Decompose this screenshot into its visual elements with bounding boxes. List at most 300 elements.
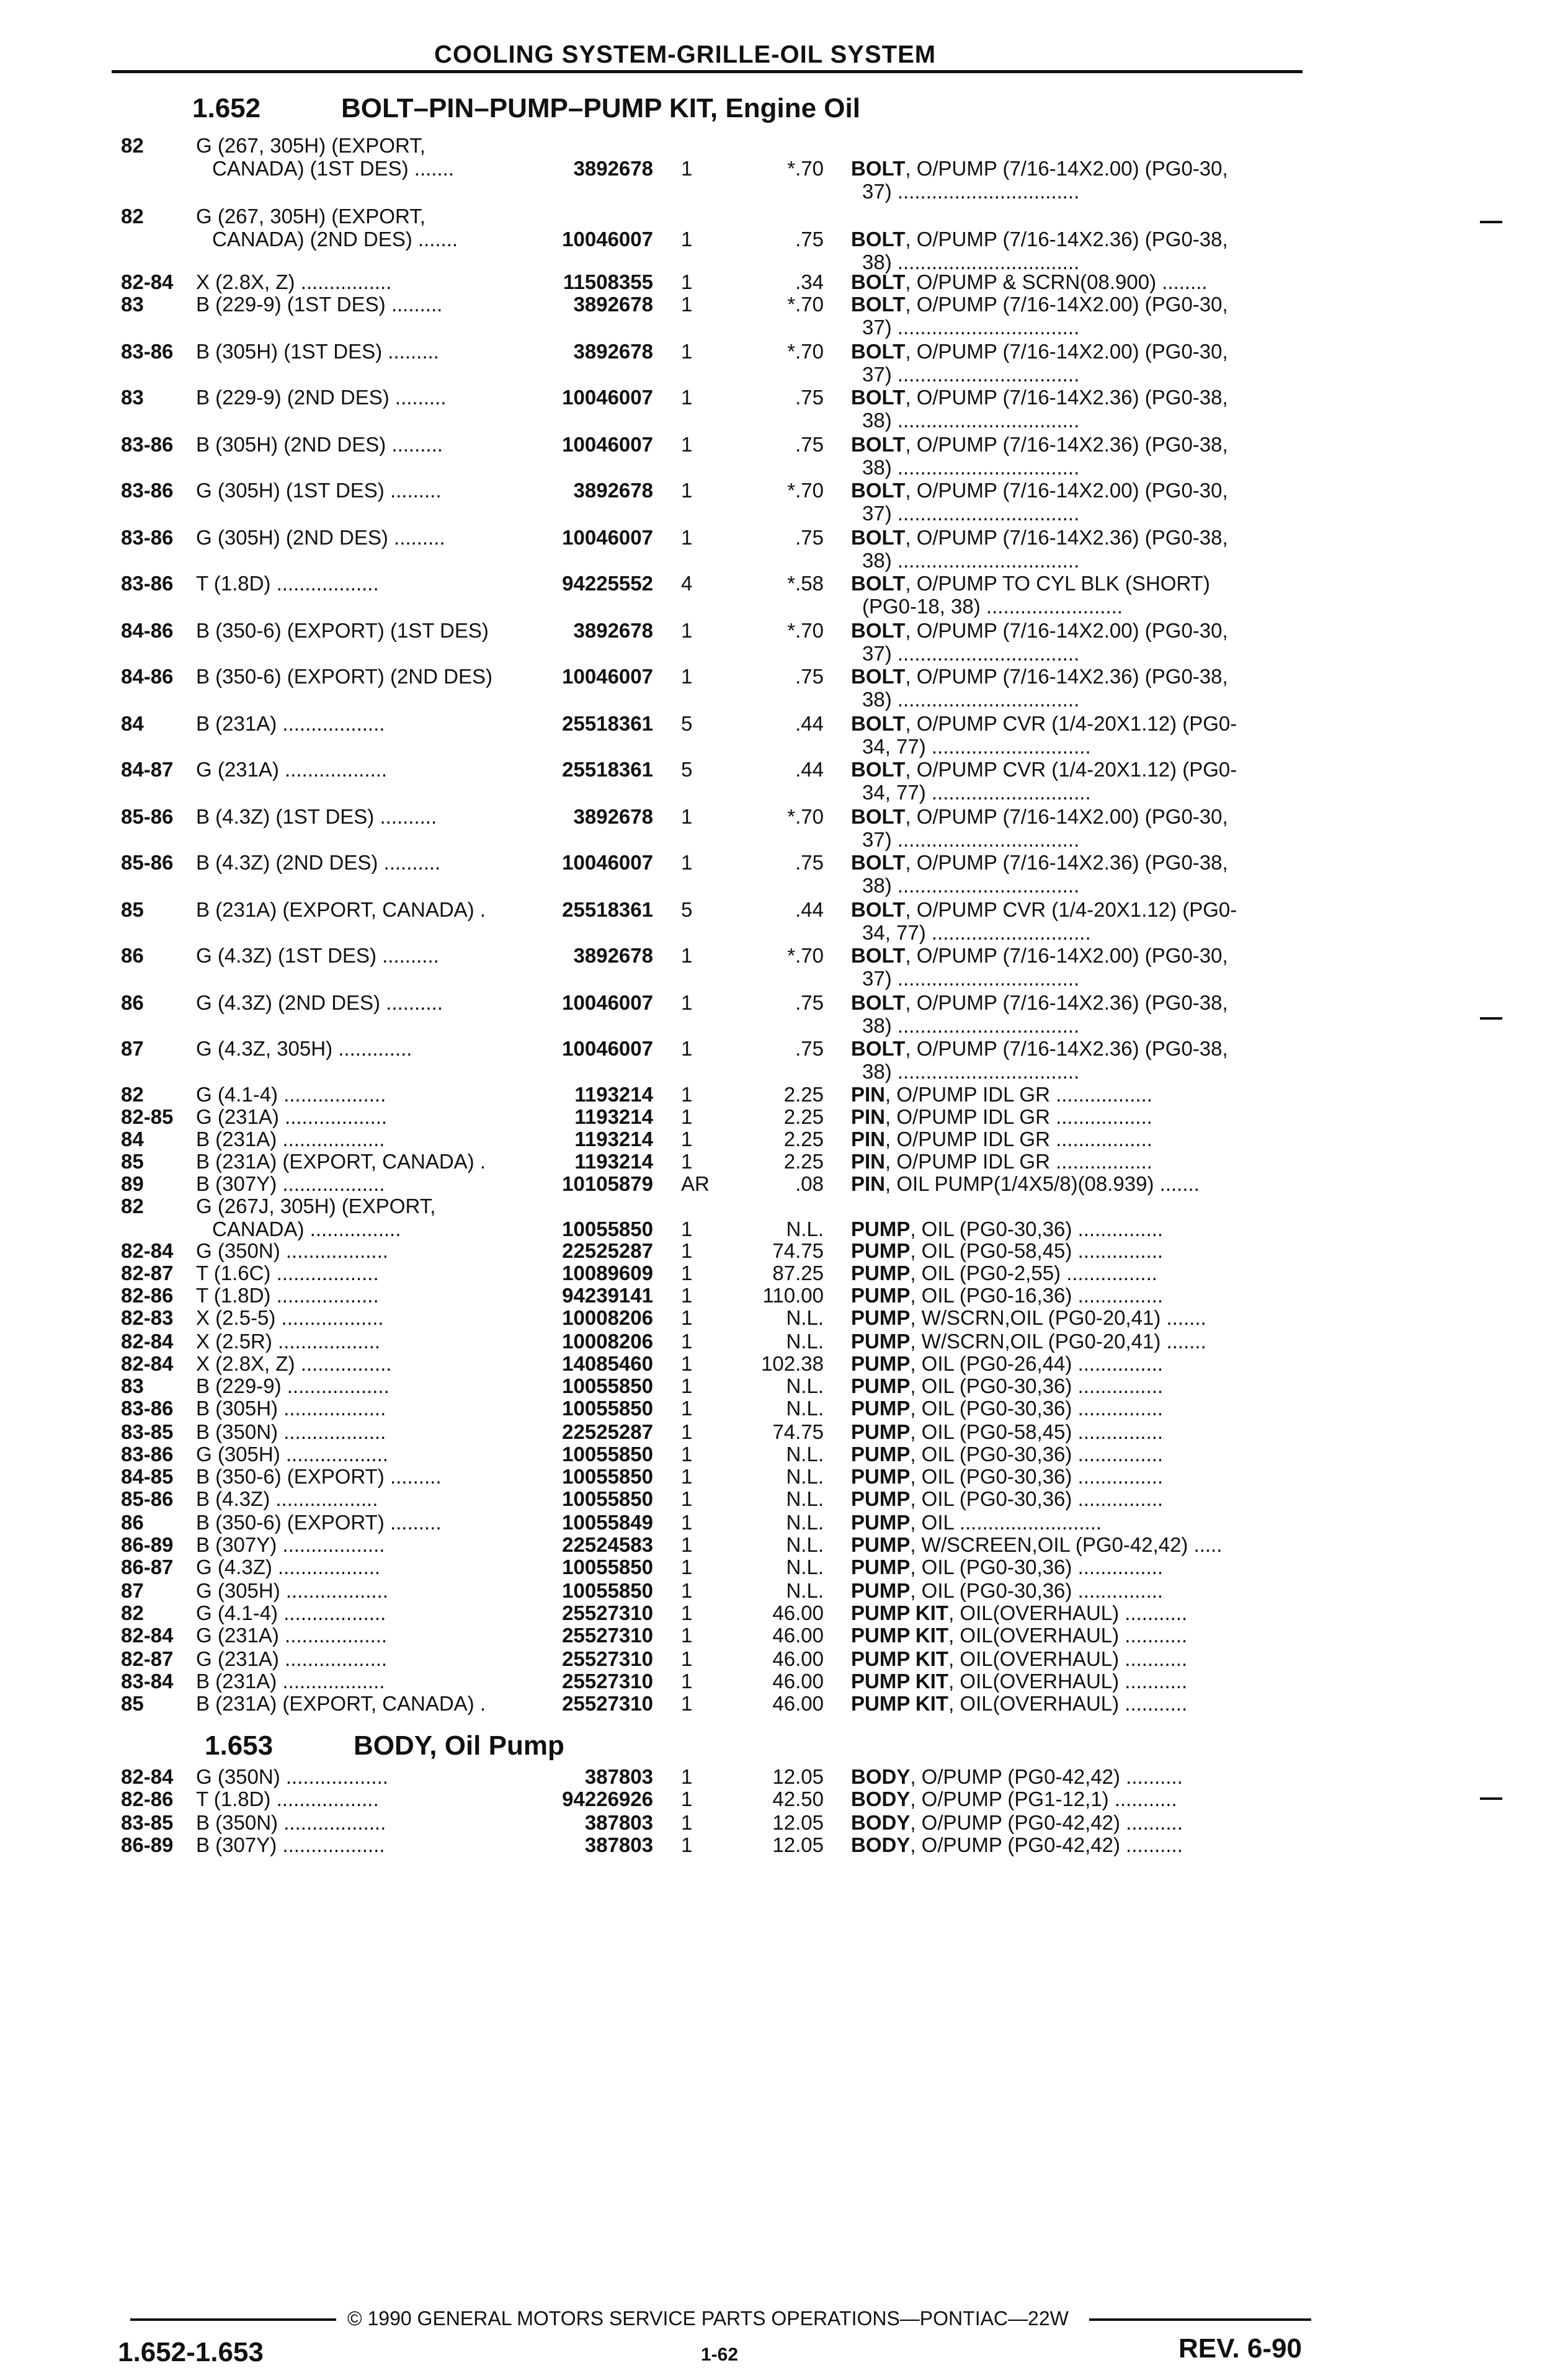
model-year: 82-87 — [121, 1647, 174, 1670]
application: B (307Y) .................. — [196, 1833, 385, 1856]
model-year: 82-85 — [121, 1105, 174, 1128]
price: N.L. — [786, 1397, 824, 1420]
description-continued: 38) ................................ — [862, 549, 1080, 572]
description-continued: (PG0-18, 38) ........................ — [862, 595, 1123, 618]
part-number: 25518361 — [562, 758, 653, 781]
application-continued: CANADA) (2ND DES) ....... — [212, 228, 458, 251]
description: BOLT, O/PUMP CVR (1/4-20X1.12) (PG0- — [851, 758, 1237, 781]
price: 74.75 — [772, 1239, 824, 1262]
part-number: 1193214 — [574, 1128, 653, 1151]
application: B (350N) .................. — [196, 1420, 386, 1443]
part-number: 10046007 — [562, 665, 653, 688]
price: N.L. — [786, 1487, 824, 1510]
quantity: 1 — [681, 1533, 693, 1556]
quantity: 1 — [681, 851, 693, 874]
model-year: 82 — [121, 1195, 144, 1217]
application: B (231A) .................. — [196, 1128, 385, 1151]
application: X (2.5-5) .................. — [196, 1306, 384, 1329]
part-number: 387803 — [584, 1765, 653, 1788]
model-year: 83 — [121, 1374, 144, 1397]
part-number: 25518361 — [562, 898, 653, 921]
price: .75 — [795, 526, 824, 549]
price: .44 — [795, 712, 824, 735]
part-number: 94239141 — [562, 1284, 653, 1307]
part-number: 10046007 — [562, 526, 653, 549]
quantity: 1 — [681, 1624, 693, 1647]
price: 12.05 — [772, 1811, 824, 1834]
application: B (231A) (EXPORT, CANADA) . — [196, 1692, 486, 1715]
description: BODY, O/PUMP (PG0-42,42) .......... — [851, 1765, 1183, 1788]
description: PUMP, W/SCRN,OIL (PG0-20,41) ....... — [851, 1330, 1206, 1353]
price: N.L. — [786, 1217, 824, 1240]
description: BOLT, O/PUMP (7/16-14X2.36) (PG0-38, — [851, 526, 1228, 549]
model-year: 82-84 — [121, 1330, 174, 1353]
part-number: 10008206 — [562, 1306, 653, 1329]
margin-dash — [1480, 221, 1502, 223]
part-number: 10046007 — [562, 1037, 653, 1060]
part-number: 10055850 — [562, 1443, 653, 1466]
section-title: BOLT–PIN–PUMP–PUMP KIT, Engine Oil — [341, 93, 860, 123]
part-number: 10046007 — [562, 228, 653, 251]
application: G (4.1-4) .................. — [196, 1601, 386, 1624]
model-year: 85 — [121, 1692, 144, 1715]
description: PUMP, OIL (PG0-16,36) ............... — [851, 1284, 1164, 1307]
model-year: 85 — [121, 898, 144, 921]
model-year: 84-86 — [121, 665, 174, 688]
application: B (305H) (1ST DES) ......... — [196, 340, 439, 363]
part-number: 3892678 — [573, 944, 653, 967]
description-continued: 37) ................................ — [862, 828, 1080, 851]
quantity: 1 — [681, 157, 693, 180]
footer-rule-left — [130, 2318, 336, 2321]
part-number: 25527310 — [562, 1670, 653, 1693]
model-year: 83-86 — [121, 1397, 174, 1420]
description: BOLT, O/PUMP (7/16-14X2.36) (PG0-38, — [851, 851, 1228, 874]
description: PUMP, OIL (PG0-58,45) ............... — [851, 1420, 1164, 1443]
description: PIN, O/PUMP IDL GR ................. — [851, 1128, 1152, 1151]
price: .44 — [795, 758, 824, 781]
description: PUMP KIT, OIL(OVERHAUL) ........... — [851, 1670, 1188, 1693]
application: B (231A) (EXPORT, CANADA) . — [196, 898, 486, 921]
part-number: 3892678 — [573, 340, 653, 363]
part-number: 1193214 — [574, 1083, 653, 1106]
part-number: 10089609 — [562, 1262, 653, 1284]
model-year: 82-83 — [121, 1306, 174, 1329]
model-year: 83-86 — [121, 340, 174, 363]
model-year: 82-87 — [121, 1262, 174, 1284]
part-number: 1193214 — [574, 1105, 653, 1128]
part-number: 22524583 — [562, 1533, 653, 1556]
price: *.70 — [787, 944, 824, 967]
price: N.L. — [786, 1443, 824, 1466]
price: .75 — [795, 386, 824, 409]
application: X (2.5R) .................. — [196, 1330, 381, 1353]
model-year: 86-87 — [121, 1556, 174, 1578]
description-continued: 38) ................................ — [862, 1060, 1080, 1083]
model-year: 86-89 — [121, 1533, 174, 1556]
description-continued: 37) ................................ — [862, 642, 1080, 665]
quantity: 1 — [681, 433, 693, 456]
model-year: 83 — [121, 386, 144, 409]
description: BOLT, O/PUMP TO CYL BLK (SHORT) — [851, 572, 1210, 595]
description: PIN, O/PUMP IDL GR ................. — [851, 1083, 1152, 1106]
quantity: 1 — [681, 1787, 693, 1810]
price: 102.38 — [761, 1352, 824, 1375]
model-year: 82-84 — [121, 1624, 174, 1647]
description-continued: 34, 77) ............................ — [862, 781, 1091, 804]
quantity: 1 — [681, 386, 693, 409]
quantity: 1 — [681, 1330, 693, 1353]
price: 42.50 — [772, 1787, 824, 1810]
model-year: 82-84 — [121, 1239, 174, 1262]
description: PUMP, OIL (PG0-30,36) ............... — [851, 1443, 1164, 1466]
application: G (305H) (2ND DES) ......... — [196, 526, 445, 549]
quantity: 1 — [681, 1487, 693, 1510]
quantity: 1 — [681, 1601, 693, 1624]
quantity: 1 — [681, 665, 693, 688]
model-year: 83-85 — [121, 1420, 174, 1443]
part-number: 10055849 — [562, 1511, 653, 1534]
title-rule — [112, 70, 1303, 73]
price: *.70 — [787, 157, 824, 180]
application: X (2.8X, Z) ................ — [196, 1352, 392, 1375]
description-continued: 34, 77) ............................ — [862, 921, 1091, 944]
price: .75 — [795, 228, 824, 251]
quantity: 1 — [681, 293, 693, 316]
quantity: 1 — [681, 1579, 693, 1602]
footer-revision: REV. 6-90 — [1178, 2333, 1302, 2364]
application: B (305H) (2ND DES) ......... — [196, 433, 443, 456]
quantity: 1 — [681, 1037, 693, 1060]
quantity: 1 — [681, 1083, 693, 1106]
application: B (307Y) .................. — [196, 1172, 385, 1195]
price: *.58 — [787, 572, 824, 595]
quantity: 4 — [681, 572, 693, 595]
model-year: 87 — [121, 1037, 144, 1060]
part-number: 10055850 — [562, 1579, 653, 1602]
description: PUMP, OIL (PG0-30,36) ............... — [851, 1465, 1164, 1488]
part-number: 10055850 — [562, 1374, 653, 1397]
part-number: 10055850 — [562, 1487, 653, 1510]
price: *.70 — [787, 293, 824, 316]
margin-dash — [1480, 1017, 1502, 1020]
description-continued: 38) ................................ — [862, 688, 1080, 711]
description: BOLT, O/PUMP (7/16-14X2.36) (PG0-38, — [851, 228, 1228, 251]
description: PUMP, OIL (PG0-58,45) ............... — [851, 1239, 1164, 1262]
application: T (1.6C) .................. — [196, 1262, 379, 1284]
description-continued: 34, 77) ............................ — [862, 735, 1091, 758]
part-number: 25527310 — [562, 1624, 653, 1647]
price: *.70 — [787, 619, 824, 642]
description: BOLT, O/PUMP (7/16-14X2.36) (PG0-38, — [851, 665, 1228, 688]
description: PUMP KIT, OIL(OVERHAUL) ........... — [851, 1692, 1188, 1715]
part-number: 387803 — [584, 1811, 653, 1834]
description: BOLT, O/PUMP (7/16-14X2.00) (PG0-30, — [851, 619, 1228, 642]
section-number: 1.653 — [205, 1730, 274, 1761]
quantity: 1 — [681, 1150, 693, 1173]
application: B (231A) .................. — [196, 1670, 385, 1693]
model-year: 83-86 — [121, 1443, 174, 1466]
quantity: 1 — [681, 1811, 693, 1834]
quantity: 1 — [681, 805, 693, 828]
description-continued: 38) ................................ — [862, 251, 1080, 274]
application: B (350-6) (EXPORT) (2ND DES) — [196, 665, 492, 688]
application: B (229-9) (2ND DES) ......... — [196, 386, 447, 409]
quantity: 1 — [681, 991, 693, 1014]
application: B (350-6) (EXPORT) (1ST DES) — [196, 619, 489, 642]
price: N.L. — [786, 1306, 824, 1329]
price: N.L. — [786, 1511, 824, 1534]
application: T (1.8D) .................. — [196, 1284, 379, 1307]
quantity: 5 — [681, 712, 693, 735]
model-year: 84 — [121, 712, 144, 735]
description: PUMP, OIL ......................... — [851, 1511, 1102, 1534]
description-continued: 37) ................................ — [862, 316, 1080, 339]
description: PUMP, OIL (PG0-26,44) ............... — [851, 1352, 1164, 1375]
model-year: 82 — [121, 205, 144, 228]
quantity: 1 — [681, 1443, 693, 1466]
application: G (231A) .................. — [196, 1105, 388, 1128]
model-year: 84-86 — [121, 619, 174, 642]
part-number: 1193214 — [574, 1150, 653, 1173]
price: .75 — [795, 991, 824, 1014]
quantity: 1 — [681, 1556, 693, 1578]
price: .75 — [795, 851, 824, 874]
description: BOLT, O/PUMP (7/16-14X2.00) (PG0-30, — [851, 293, 1228, 316]
application: G (231A) .................. — [196, 758, 388, 781]
footer-section-range: 1.652-1.653 — [118, 2337, 264, 2367]
description: BOLT, O/PUMP CVR (1/4-20X1.12) (PG0- — [851, 898, 1237, 921]
part-number: 3892678 — [573, 293, 653, 316]
application: G (4.1-4) .................. — [196, 1083, 386, 1106]
description: PUMP, OIL (PG0-30,36) ............... — [851, 1579, 1164, 1602]
application: X (2.8X, Z) ................ — [196, 270, 392, 293]
price: 87.25 — [772, 1262, 824, 1284]
application: B (231A) .................. — [196, 712, 385, 735]
application: B (307Y) .................. — [196, 1533, 385, 1556]
quantity: AR — [681, 1172, 710, 1195]
part-number: 10055850 — [562, 1397, 653, 1420]
price: N.L. — [786, 1465, 824, 1488]
model-year: 82-84 — [121, 1352, 174, 1375]
application: G (4.3Z) (1ST DES) .......... — [196, 944, 439, 967]
application: G (4.3Z) .................. — [196, 1556, 381, 1578]
part-number: 25518361 — [562, 712, 653, 735]
model-year: 83-84 — [121, 1670, 174, 1693]
description: BOLT, O/PUMP (7/16-14X2.36) (PG0-38, — [851, 991, 1228, 1014]
model-year: 82 — [121, 1601, 144, 1624]
model-year: 83-86 — [121, 433, 174, 456]
description: BOLT, O/PUMP (7/16-14X2.36) (PG0-38, — [851, 433, 1228, 456]
model-year: 83-85 — [121, 1811, 174, 1834]
part-number: 25527310 — [562, 1601, 653, 1624]
description: BOLT, O/PUMP (7/16-14X2.00) (PG0-30, — [851, 944, 1228, 967]
description: PUMP, OIL (PG0-30,36) ............... — [851, 1397, 1164, 1420]
application: G (305H) .................. — [196, 1579, 388, 1602]
quantity: 1 — [681, 228, 693, 251]
part-number: 10008206 — [562, 1330, 653, 1353]
application: B (4.3Z) (1ST DES) .......... — [196, 805, 437, 828]
part-number: 10046007 — [562, 433, 653, 456]
part-number: 3892678 — [573, 805, 653, 828]
part-number: 3892678 — [573, 619, 653, 642]
model-year: 89 — [121, 1172, 144, 1195]
application-continued: CANADA) (1ST DES) ....... — [212, 157, 454, 180]
part-number: 10046007 — [562, 851, 653, 874]
description: PUMP, OIL (PG0-30,36) ............... — [851, 1487, 1164, 1510]
quantity: 1 — [681, 1420, 693, 1443]
quantity: 1 — [681, 944, 693, 967]
quantity: 1 — [681, 1105, 693, 1128]
description-continued: 38) ................................ — [862, 874, 1080, 897]
description: PUMP, W/SCREEN,OIL (PG0-42,42) ..... — [851, 1533, 1223, 1556]
model-year: 83 — [121, 293, 144, 316]
description-continued: 37) ................................ — [862, 502, 1080, 525]
price: N.L. — [786, 1533, 824, 1556]
application: G (267J, 305H) (EXPORT, — [196, 1195, 436, 1217]
price: .34 — [795, 270, 824, 293]
application: G (350N) .................. — [196, 1765, 388, 1788]
price: 46.00 — [772, 1692, 824, 1715]
price: 12.05 — [772, 1765, 824, 1788]
quantity: 5 — [681, 758, 693, 781]
part-number: 25527310 — [562, 1647, 653, 1670]
footer-page-number: 1-62 — [701, 2344, 739, 2365]
part-number: 3892678 — [573, 157, 653, 180]
quantity: 1 — [681, 526, 693, 549]
quantity: 1 — [681, 340, 693, 363]
description: BOLT, O/PUMP (7/16-14X2.00) (PG0-30, — [851, 157, 1228, 180]
quantity: 1 — [681, 619, 693, 642]
price: 46.00 — [772, 1647, 824, 1670]
description: PUMP, OIL (PG0-2,55) ................ — [851, 1262, 1157, 1284]
description-continued: 37) ................................ — [862, 967, 1080, 990]
price: *.70 — [787, 340, 824, 363]
model-year: 84-85 — [121, 1465, 174, 1488]
part-number: 10046007 — [562, 991, 653, 1014]
part-number: 387803 — [584, 1833, 653, 1856]
part-number: 10046007 — [562, 386, 653, 409]
model-year: 83-86 — [121, 572, 174, 595]
quantity: 1 — [681, 1217, 693, 1240]
description: PUMP KIT, OIL(OVERHAUL) ........... — [851, 1647, 1188, 1670]
price: 2.25 — [783, 1128, 824, 1151]
quantity: 1 — [681, 1692, 693, 1715]
quantity: 1 — [681, 1765, 693, 1788]
description: PUMP KIT, OIL(OVERHAUL) ........... — [851, 1601, 1188, 1624]
model-year: 85-86 — [121, 1487, 174, 1510]
application: G (305H) (1ST DES) ......... — [196, 479, 442, 502]
description: PIN, OIL PUMP(1/4X5/8)(08.939) ....... — [851, 1172, 1200, 1195]
model-year: 86 — [121, 944, 144, 967]
part-number: 3892678 — [573, 479, 653, 502]
model-year: 84-87 — [121, 758, 174, 781]
application: G (350N) .................. — [196, 1239, 388, 1262]
part-number: 14085460 — [562, 1352, 653, 1375]
section-number: 1.652 — [192, 93, 261, 123]
quantity: 5 — [681, 898, 693, 921]
footer-rule-right — [1089, 2318, 1311, 2321]
application: B (350N) .................. — [196, 1811, 386, 1834]
application-continued: CANADA) ................ — [212, 1217, 401, 1240]
model-year: 82-84 — [121, 1765, 174, 1788]
price: N.L. — [786, 1556, 824, 1578]
quantity: 1 — [681, 1647, 693, 1670]
part-number: 25527310 — [562, 1692, 653, 1715]
part-number: 22525287 — [562, 1420, 653, 1443]
description: BOLT, O/PUMP (7/16-14X2.36) (PG0-38, — [851, 1037, 1228, 1060]
part-number: 11508355 — [563, 270, 653, 293]
description: PUMP KIT, OIL(OVERHAUL) ........... — [851, 1624, 1188, 1647]
application: G (4.3Z, 305H) ............. — [196, 1037, 412, 1060]
model-year: 85-86 — [121, 805, 174, 828]
model-year: 83-86 — [121, 479, 174, 502]
model-year: 82-86 — [121, 1284, 174, 1307]
quantity: 1 — [681, 479, 693, 502]
price: 2.25 — [783, 1150, 824, 1173]
application: B (350-6) (EXPORT) ......... — [196, 1511, 442, 1534]
description: BODY, O/PUMP (PG0-42,42) .......... — [851, 1811, 1183, 1834]
application: B (231A) (EXPORT, CANADA) . — [196, 1150, 486, 1173]
model-year: 83-86 — [121, 526, 174, 549]
model-year: 86 — [121, 991, 144, 1014]
model-year: 85-86 — [121, 851, 174, 874]
description-continued: 38) ................................ — [862, 409, 1080, 432]
application: B (350-6) (EXPORT) ......... — [196, 1465, 442, 1488]
price: *.70 — [787, 805, 824, 828]
quantity: 1 — [681, 1262, 693, 1284]
price: .44 — [795, 898, 824, 921]
description: PUMP, OIL (PG0-30,36) ............... — [851, 1217, 1164, 1240]
model-year: 86-89 — [121, 1833, 174, 1856]
application: T (1.8D) .................. — [196, 572, 379, 595]
description: PIN, O/PUMP IDL GR ................. — [851, 1150, 1152, 1173]
price: 46.00 — [772, 1624, 824, 1647]
model-year: 87 — [121, 1579, 144, 1602]
price: *.70 — [787, 479, 824, 502]
description-continued: 37) ................................ — [862, 180, 1080, 203]
application: B (229-9) .................. — [196, 1374, 390, 1397]
quantity: 1 — [681, 1374, 693, 1397]
description: BODY, O/PUMP (PG1-12,1) ........... — [851, 1787, 1177, 1810]
price: 2.25 — [783, 1105, 824, 1128]
quantity: 1 — [681, 1511, 693, 1534]
part-number: 10105879 — [562, 1172, 653, 1195]
description: PUMP, W/SCRN,OIL (PG0-20,41) ....... — [851, 1306, 1206, 1329]
application: G (267, 305H) (EXPORT, — [196, 205, 425, 228]
application: G (305H) .................. — [196, 1443, 388, 1466]
model-year: 82 — [121, 134, 144, 157]
quantity: 1 — [681, 1352, 693, 1375]
price: .08 — [795, 1172, 824, 1195]
model-year: 85 — [121, 1150, 144, 1173]
description: BOLT, O/PUMP & SCRN(08.900) ........ — [851, 270, 1208, 293]
quantity: 1 — [681, 1128, 693, 1151]
price: 74.75 — [772, 1420, 824, 1443]
model-year: 84 — [121, 1128, 144, 1151]
price: N.L. — [786, 1330, 824, 1353]
application: T (1.8D) .................. — [196, 1787, 379, 1810]
price: .75 — [795, 1037, 824, 1060]
description: PUMP, OIL (PG0-30,36) ............... — [851, 1374, 1164, 1397]
part-number: 94226926 — [562, 1787, 653, 1810]
application: B (4.3Z) .................. — [196, 1487, 378, 1510]
description: BOLT, O/PUMP (7/16-14X2.00) (PG0-30, — [851, 805, 1228, 828]
part-number: 10055850 — [562, 1556, 653, 1578]
quantity: 1 — [681, 1670, 693, 1693]
description-continued: 37) ................................ — [862, 363, 1080, 386]
description: BOLT, O/PUMP (7/16-14X2.00) (PG0-30, — [851, 479, 1228, 502]
